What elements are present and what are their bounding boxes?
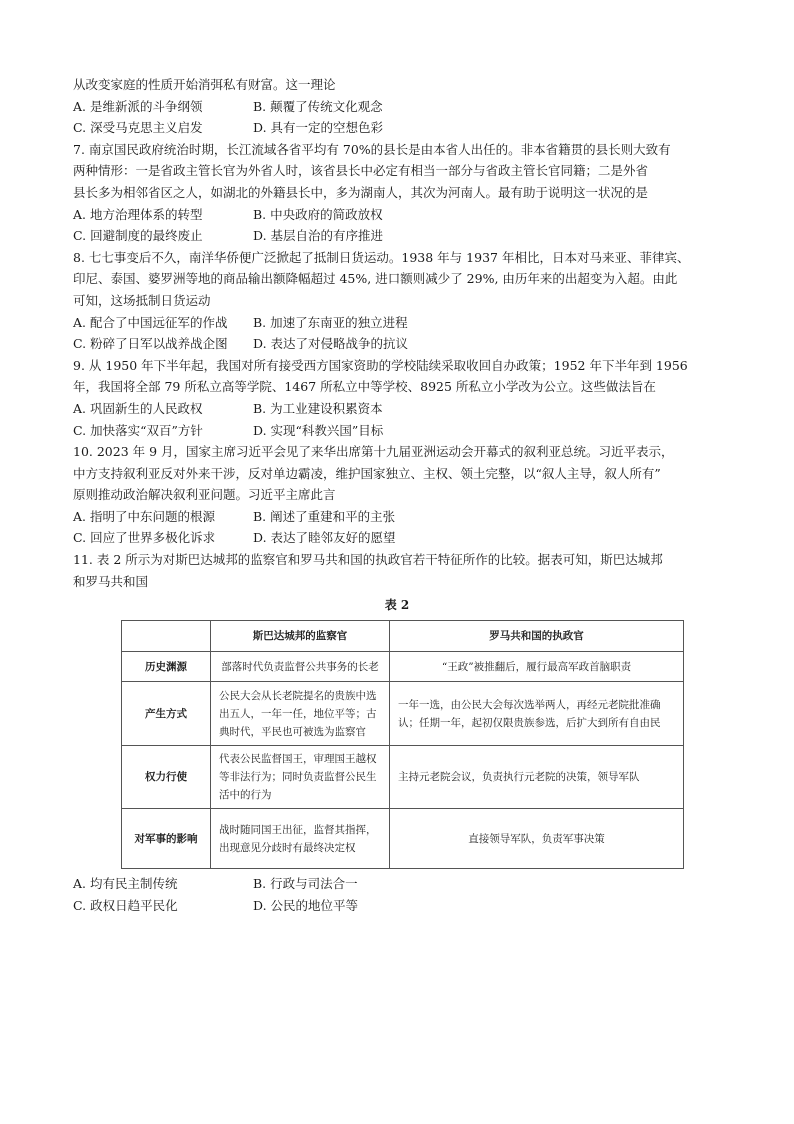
q8-options-row2: [73, 333, 721, 355]
q8-option-a[interactable]: A. 配合了中国远征军的作战: [73, 314, 228, 330]
q7-option-b[interactable]: B. 中央政府的简政放权: [253, 206, 383, 222]
question-7-line1: 7. 南京国民政府统治时期，长江流域各省平均有 70%的县长是由本省人出任的。非本省籍贯的县长则大致有: [73, 141, 671, 157]
question-8-line2: 印尼、泰国、婆罗洲等地的商品输出额降幅超过 45%, 进口额则减少了 29%, 由历年来的出超变为入超。由此: [73, 271, 678, 287]
q8-option-b[interactable]: B. 加速了东南亚的独立进程: [253, 314, 408, 330]
table-header-row: [122, 621, 684, 652]
q6-option-a[interactable]: A. 是维新派的斗争纲领: [73, 98, 203, 114]
question-6-tail: 从改变家庭的性质开始消弭私有财富。这一理论: [73, 77, 336, 92]
q9-option-b[interactable]: B. 为工业建设积累资本: [253, 400, 383, 416]
question-11-line1: 11. 表 2 所示为对斯巴达城邦的监察官和罗马共和国的执政官若干特征所作的比较。据表可知，斯巴达城邦: [73, 552, 663, 568]
q7-options-row2: [73, 225, 721, 247]
question-9-line2: 年，我国将全部 79 所私立高等学院、1467 所私立中等学校、8925 所私立小学改为公立。这些做法旨在: [73, 379, 656, 395]
q11-option-d[interactable]: D. 公民的地位平等: [253, 897, 359, 913]
q6-option-d[interactable]: D. 具有一定的空想色彩: [253, 120, 384, 136]
question-8-line3: 可知，这场抵制日货运动: [73, 292, 211, 308]
table-row: [122, 652, 684, 682]
q10-option-c[interactable]: C. 回应了世界多极化诉求: [73, 530, 216, 546]
table-cell-sparta: 战时随同国王出征，监督其指挥，出现意见分歧时有最终决定权: [211, 809, 390, 869]
table-caption: 表 2: [384, 598, 410, 613]
q7-option-d[interactable]: D. 基层自治的有序推进: [253, 228, 384, 244]
table-cell-sparta: 公民大会从长老院提名的贵族中选出五人，一年一任，地位平等；古典时代，平民也可被选为监察官: [211, 682, 390, 746]
question-10-line3: 原则推动政治解决叙利亚问题。习近平主席此言: [73, 487, 336, 503]
q11-options-row1: [73, 873, 721, 895]
table-cell-sparta: 代表公民监督国王，审理国王越权等非法行为；同时负责监督公民生活中的行为: [211, 746, 390, 809]
exam-content: [73, 74, 721, 916]
table-row: [122, 809, 684, 869]
comparison-table: [121, 620, 684, 869]
q10-option-d[interactable]: D. 表达了睦邻友好的愿望: [253, 530, 396, 546]
question-7-line3: 县长多为相邻省区之人，如湖北的外籍县长中，多为湖南人，其次为河南人。最有助于说明这一状况的是: [73, 184, 649, 200]
table-cell-rome: 直接领导军队，负责军事决策: [390, 809, 684, 869]
question-8-line1: 8. 七七事变后不久，南洋华侨便广泛掀起了抵制日货运动。1938 年与 1937 年相比，日本对马来亚、菲律宾、: [73, 249, 690, 265]
q11-options-row2: [73, 895, 721, 917]
q10-options-row1: [73, 506, 721, 528]
table-cell-rome: “王政”被推翻后，履行最高军政首脑职责: [390, 652, 684, 682]
q6-options-row1: [73, 96, 721, 118]
table-corner-cell: [122, 621, 211, 652]
table-row-label: 权力行使: [122, 746, 211, 809]
q9-option-a[interactable]: A. 巩固新生的人民政权: [73, 400, 203, 416]
q11-option-c[interactable]: C. 政权日趋平民化: [73, 897, 178, 913]
q7-options-row1: [73, 204, 721, 226]
q11-option-b[interactable]: B. 行政与司法合一: [253, 876, 358, 892]
question-10-line2: 中方支持叙利亚反对外来干涉，反对单边霸凌，维护国家独立、主权、领土完整，以“叙人主导，叙人所有”: [73, 465, 661, 481]
table-cell-rome: 主持元老院会议，负责执行元老院的决策，领导军队: [390, 746, 684, 809]
table-header-rome: 罗马共和国的执政官: [390, 621, 684, 652]
q9-options-row2: [73, 420, 721, 442]
q11-option-a[interactable]: A. 均有民主制传统: [73, 876, 178, 892]
table-cell-rome: 一年一选，由公民大会每次选举两人，再经元老院批准确认；任期一年，起初仅限贵族参选，后扩大到所有自由民: [390, 682, 684, 746]
table-row: [122, 746, 684, 809]
q8-option-c[interactable]: C. 粉碎了日军以战养战企图: [73, 336, 228, 352]
table-row-label: 对军事的影响: [122, 809, 211, 869]
q7-option-c[interactable]: C. 回避制度的最终废止: [73, 228, 203, 244]
q9-options-row1: [73, 398, 721, 420]
q6-options-row2: [73, 117, 721, 139]
question-10-line1: 10. 2023 年 9 月，国家主席习近平会见了来华出席第十九届亚洲运动会开幕式的叙利亚总统。习近平表示，: [73, 444, 674, 460]
question-7-line2: 两种情形：一是省政主管长官为外省人时，该省县长中必定有相当一部分与省政主管长官同籍；二是外省: [73, 163, 649, 179]
q10-option-a[interactable]: A. 指明了中东问题的根源: [73, 508, 215, 524]
question-9-line1: 9. 从 1950 年下半年起，我国对所有接受西方国家资助的学校陆续采取收回自办政策；1952 年下半年到 1956: [73, 357, 688, 373]
q9-option-d[interactable]: D. 实现“科教兴国”目标: [253, 422, 384, 438]
table-cell-sparta: 部落时代负责监督公共事务的长老: [211, 652, 390, 682]
q8-option-d[interactable]: D. 表达了对侵略战争的抗议: [253, 336, 409, 352]
q6-option-b[interactable]: B. 颠覆了传统文化观念: [253, 98, 383, 114]
table-row-label: 历史渊源: [122, 652, 211, 682]
q8-options-row1: [73, 312, 721, 334]
q6-option-c[interactable]: C. 深受马克思主义启发: [73, 120, 203, 136]
q10-option-b[interactable]: B. 阐述了重建和平的主张: [253, 508, 396, 524]
q11-options: [73, 873, 721, 916]
q9-option-c[interactable]: C. 加快落实“双百”方针: [73, 422, 203, 438]
q7-option-a[interactable]: A. 地方治理体系的转型: [73, 206, 203, 222]
q10-options-row2: [73, 527, 721, 549]
table-header-sparta: 斯巴达城邦的监察官: [211, 621, 390, 652]
table-row: [122, 682, 684, 746]
table-row-label: 产生方式: [122, 682, 211, 746]
question-11-line2: 和罗马共和国: [73, 573, 149, 589]
